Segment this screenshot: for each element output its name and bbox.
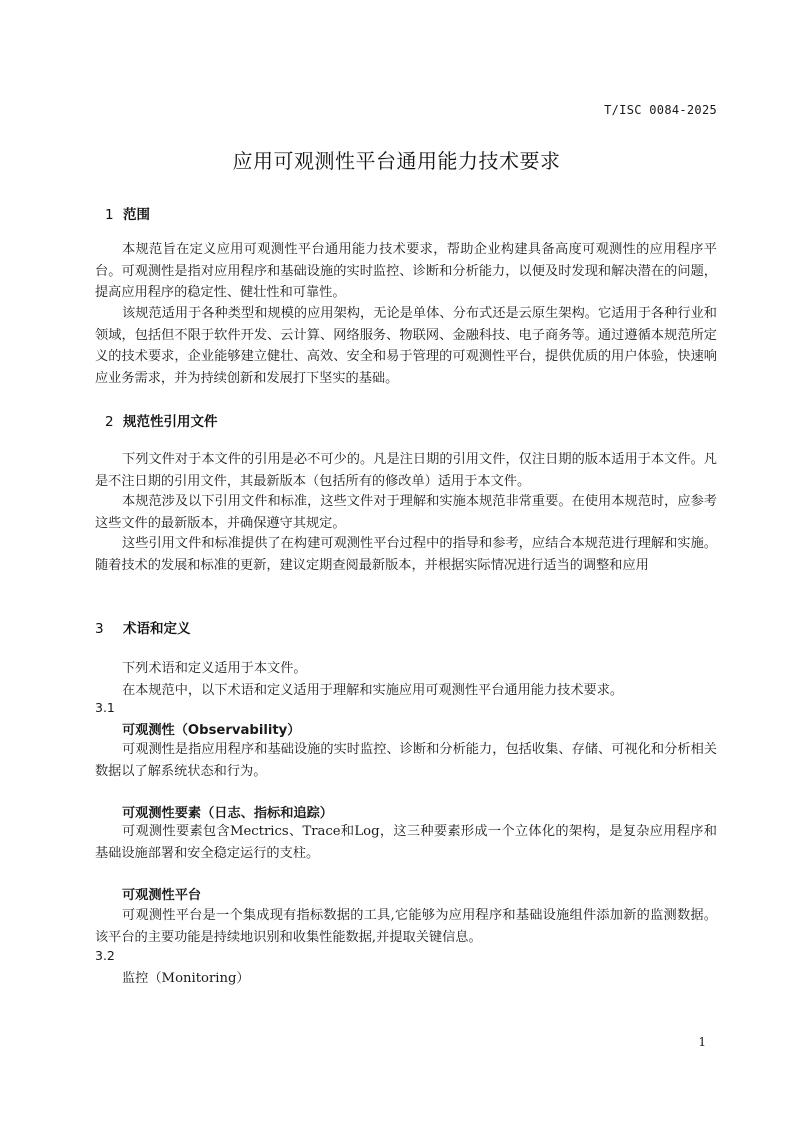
section-3-intro-1: 下列术语和定义适用于本文件。 <box>122 661 307 676</box>
section-3-intro-2: 在本规范中，以下术语和定义适用于理解和实施应用可观测性平台通用能力技术要求。 <box>122 683 624 698</box>
term-observability-title: 可观测性（Observability） <box>122 723 301 738</box>
term-monitoring-title: 监控（Monitoring） <box>122 971 250 986</box>
term-platform-definition: 可观测性平台是一个集成现有指标数据的工具,它能够为应用程序和基础设施组件添加新的监测数据。该平台的主要功能是持续地识别和收集性能数据,并提取关键信息。 <box>95 908 717 945</box>
standard-code: T/ISC 0084-2025 <box>604 103 717 117</box>
term-platform-title: 可观测性平台 <box>122 888 202 903</box>
page-number: 1 <box>698 1035 706 1049</box>
term-elements-title: 可观测性要素（日志、指标和追踪） <box>122 806 333 821</box>
section-2-title: 规范性引用文件 <box>123 414 218 430</box>
section-2-number: 2 <box>105 414 114 430</box>
section-2-heading <box>105 410 218 430</box>
section-1-paragraph-1: 本规范旨在定义应用可观测性平台通用能力技术要求，帮助企业构建具备高度可观测性的应用程序平台。可观测性是指对应用程序和基础设施的实时监控、诊断和分析能力，以便及时发现和解决潜在的问题，提高应用程序的稳定性、健壮性和可靠性。 <box>95 242 717 300</box>
section-2-paragraph-1: 下列文件对于本文件的引用是必不可少的。凡是注日期的引用文件，仅注日期的版本适用于本文件。凡是不注日期的引用文件，其最新版本（包括所有的修改单）适用于本文件。 <box>95 452 717 489</box>
section-1-title: 范围 <box>123 207 150 223</box>
clause-3-2-number: 3.2 <box>95 948 115 963</box>
section-1-paragraph-2: 该规范适用于各种类型和规模的应用架构，无论是单体、分布式还是云原生架构。它适用于各种行业和领域，包括但不限于软件开发、云计算、网络服务、物联网、金融科技、电子商务等。通过遵循本规范所定义的技术要求，企业能够建立健壮、高效、安全和易于管理的可观测性平台，提供优质的用户体验，快速响应业务需求，并为持续创新和发展打下坚实的基础。 <box>95 306 717 386</box>
document-title: 应用可观测性平台通用能力技术要求 <box>232 149 561 173</box>
clause-3-1-number: 3.1 <box>95 700 115 715</box>
section-3-title: 术语和定义 <box>123 621 191 637</box>
section-2-paragraph-2: 本规范涉及以下引用文件和标准，这些文件对于理解和实施本规范非常重要。在使用本规范时，应参考这些文件的最新版本，并确保遵守其规定。 <box>95 494 717 531</box>
section-3-heading <box>95 617 191 637</box>
section-3-number: 3 <box>95 621 104 637</box>
section-1-number: 1 <box>105 207 114 223</box>
section-2-paragraph-3: 这些引用文件和标准提供了在构建可观测性平台过程中的指导和参考，应结合本规范进行理解和实施。随着技术的发展和标准的更新，建议定期查阅最新版本，并根据实际情况进行适当的调整和应用 <box>95 536 717 573</box>
term-elements-definition: 可观测性要素包含Mectrics、Trace和Log，这三种要素形成一个立体化的架构，是复杂应用程序和基础设施部署和安全稳定运行的支柱。 <box>95 824 717 861</box>
term-observability-definition: 可观测性是指应用程序和基础设施的实时监控、诊断和分析能力，包括收集、存储、可视化和分析相关数据以了解系统状态和行为。 <box>95 742 717 779</box>
section-1-heading <box>105 203 150 223</box>
